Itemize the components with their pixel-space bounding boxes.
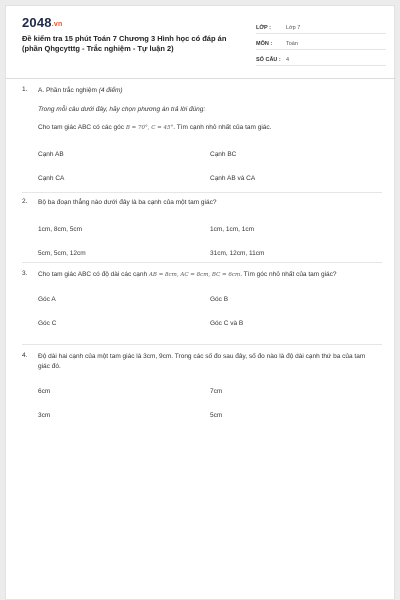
question-separator	[22, 192, 382, 193]
meta-row-subject: MÔN : Toán	[256, 34, 386, 50]
option-a[interactable]: 6cm	[38, 388, 51, 395]
question-number: 2.	[22, 198, 28, 205]
math-expression: AB = 8cm, AC = 8cm, BC = 6cm	[148, 272, 241, 278]
option-d[interactable]: Góc C và B	[210, 320, 244, 327]
site-logo[interactable]: 2048.vn	[22, 15, 63, 30]
option-b[interactable]: Cạnh BC	[210, 151, 237, 158]
question-instruction: Trong mỗi câu dưới đây, hãy chọn phương án trả lời đúng:	[38, 106, 206, 113]
question-4	[22, 352, 372, 426]
option-c[interactable]: Góc C	[38, 320, 57, 327]
option-c[interactable]: 3cm	[38, 412, 51, 419]
worksheet-header	[6, 6, 396, 76]
option-c[interactable]: Cạnh CA	[38, 175, 65, 182]
math-expression: B = 70°, C = 45°	[125, 125, 174, 131]
option-b[interactable]: Góc B	[210, 296, 229, 303]
worksheet-meta	[256, 18, 386, 66]
answer-options	[38, 147, 372, 187]
worksheet-page	[5, 5, 395, 600]
question-1	[22, 86, 372, 187]
meta-row-question-count: SỐ CÂU : 4	[256, 50, 386, 66]
worksheet-title: Đề kiểm tra 15 phút Toán 7 Chương 3 Hình học có đáp án (phần Qhgcytttg - Trắc nghiệm - Tự luận 2)	[22, 34, 227, 53]
question-3	[22, 270, 372, 334]
question-number: 1.	[22, 86, 28, 93]
option-b[interactable]: 7cm	[210, 388, 223, 395]
question-number: 3.	[22, 270, 28, 277]
option-a[interactable]: Cạnh AB	[38, 151, 64, 158]
question-points: (4 điểm)	[98, 87, 123, 94]
option-d[interactable]: 31cm, 12cm, 11cm	[210, 250, 265, 257]
option-d[interactable]: Cạnh AB và CA	[210, 175, 256, 182]
question-stem: Cho tam giác ABC có độ dài các cạnh AB = 8cm, AC = 8cm, BC = 6cm. Tìm góc nhỏ nhất của tam giác?	[38, 271, 337, 278]
answer-options	[38, 222, 372, 262]
question-separator	[22, 262, 382, 263]
option-c[interactable]: 5cm, 5cm, 12cm	[38, 250, 86, 257]
question-number: 4.	[22, 352, 28, 359]
question-2	[22, 198, 372, 262]
meta-row-class: LỚP : Lớp 7	[256, 18, 386, 34]
question-heading: A. Phần trắc nghiệm (4 điểm)	[38, 87, 123, 94]
question-separator	[22, 344, 382, 345]
option-d[interactable]: 5cm	[210, 412, 223, 419]
question-stem: Cho tam giác ABC có các góc B = 70°, C = 45°. Tìm cạnh nhỏ nhất của tam giác.	[38, 124, 272, 131]
answer-options	[38, 294, 372, 334]
option-a[interactable]: Góc A	[38, 296, 56, 303]
answer-options	[38, 386, 372, 426]
header-divider	[6, 78, 396, 79]
option-b[interactable]: 1cm, 1cm, 1cm	[210, 226, 255, 233]
question-stem: Độ dài hai cạnh của một tam giác là 3cm, 9cm. Trong các số đo sau đây, số đo nào là độ dài cạnh thứ ba của tam giác đó.	[38, 353, 366, 370]
question-stem: Bộ ba đoạn thẳng nào dưới đây là ba cạnh của một tam giác?	[38, 199, 217, 206]
option-a[interactable]: 1cm, 8cm, 5cm	[38, 226, 83, 233]
